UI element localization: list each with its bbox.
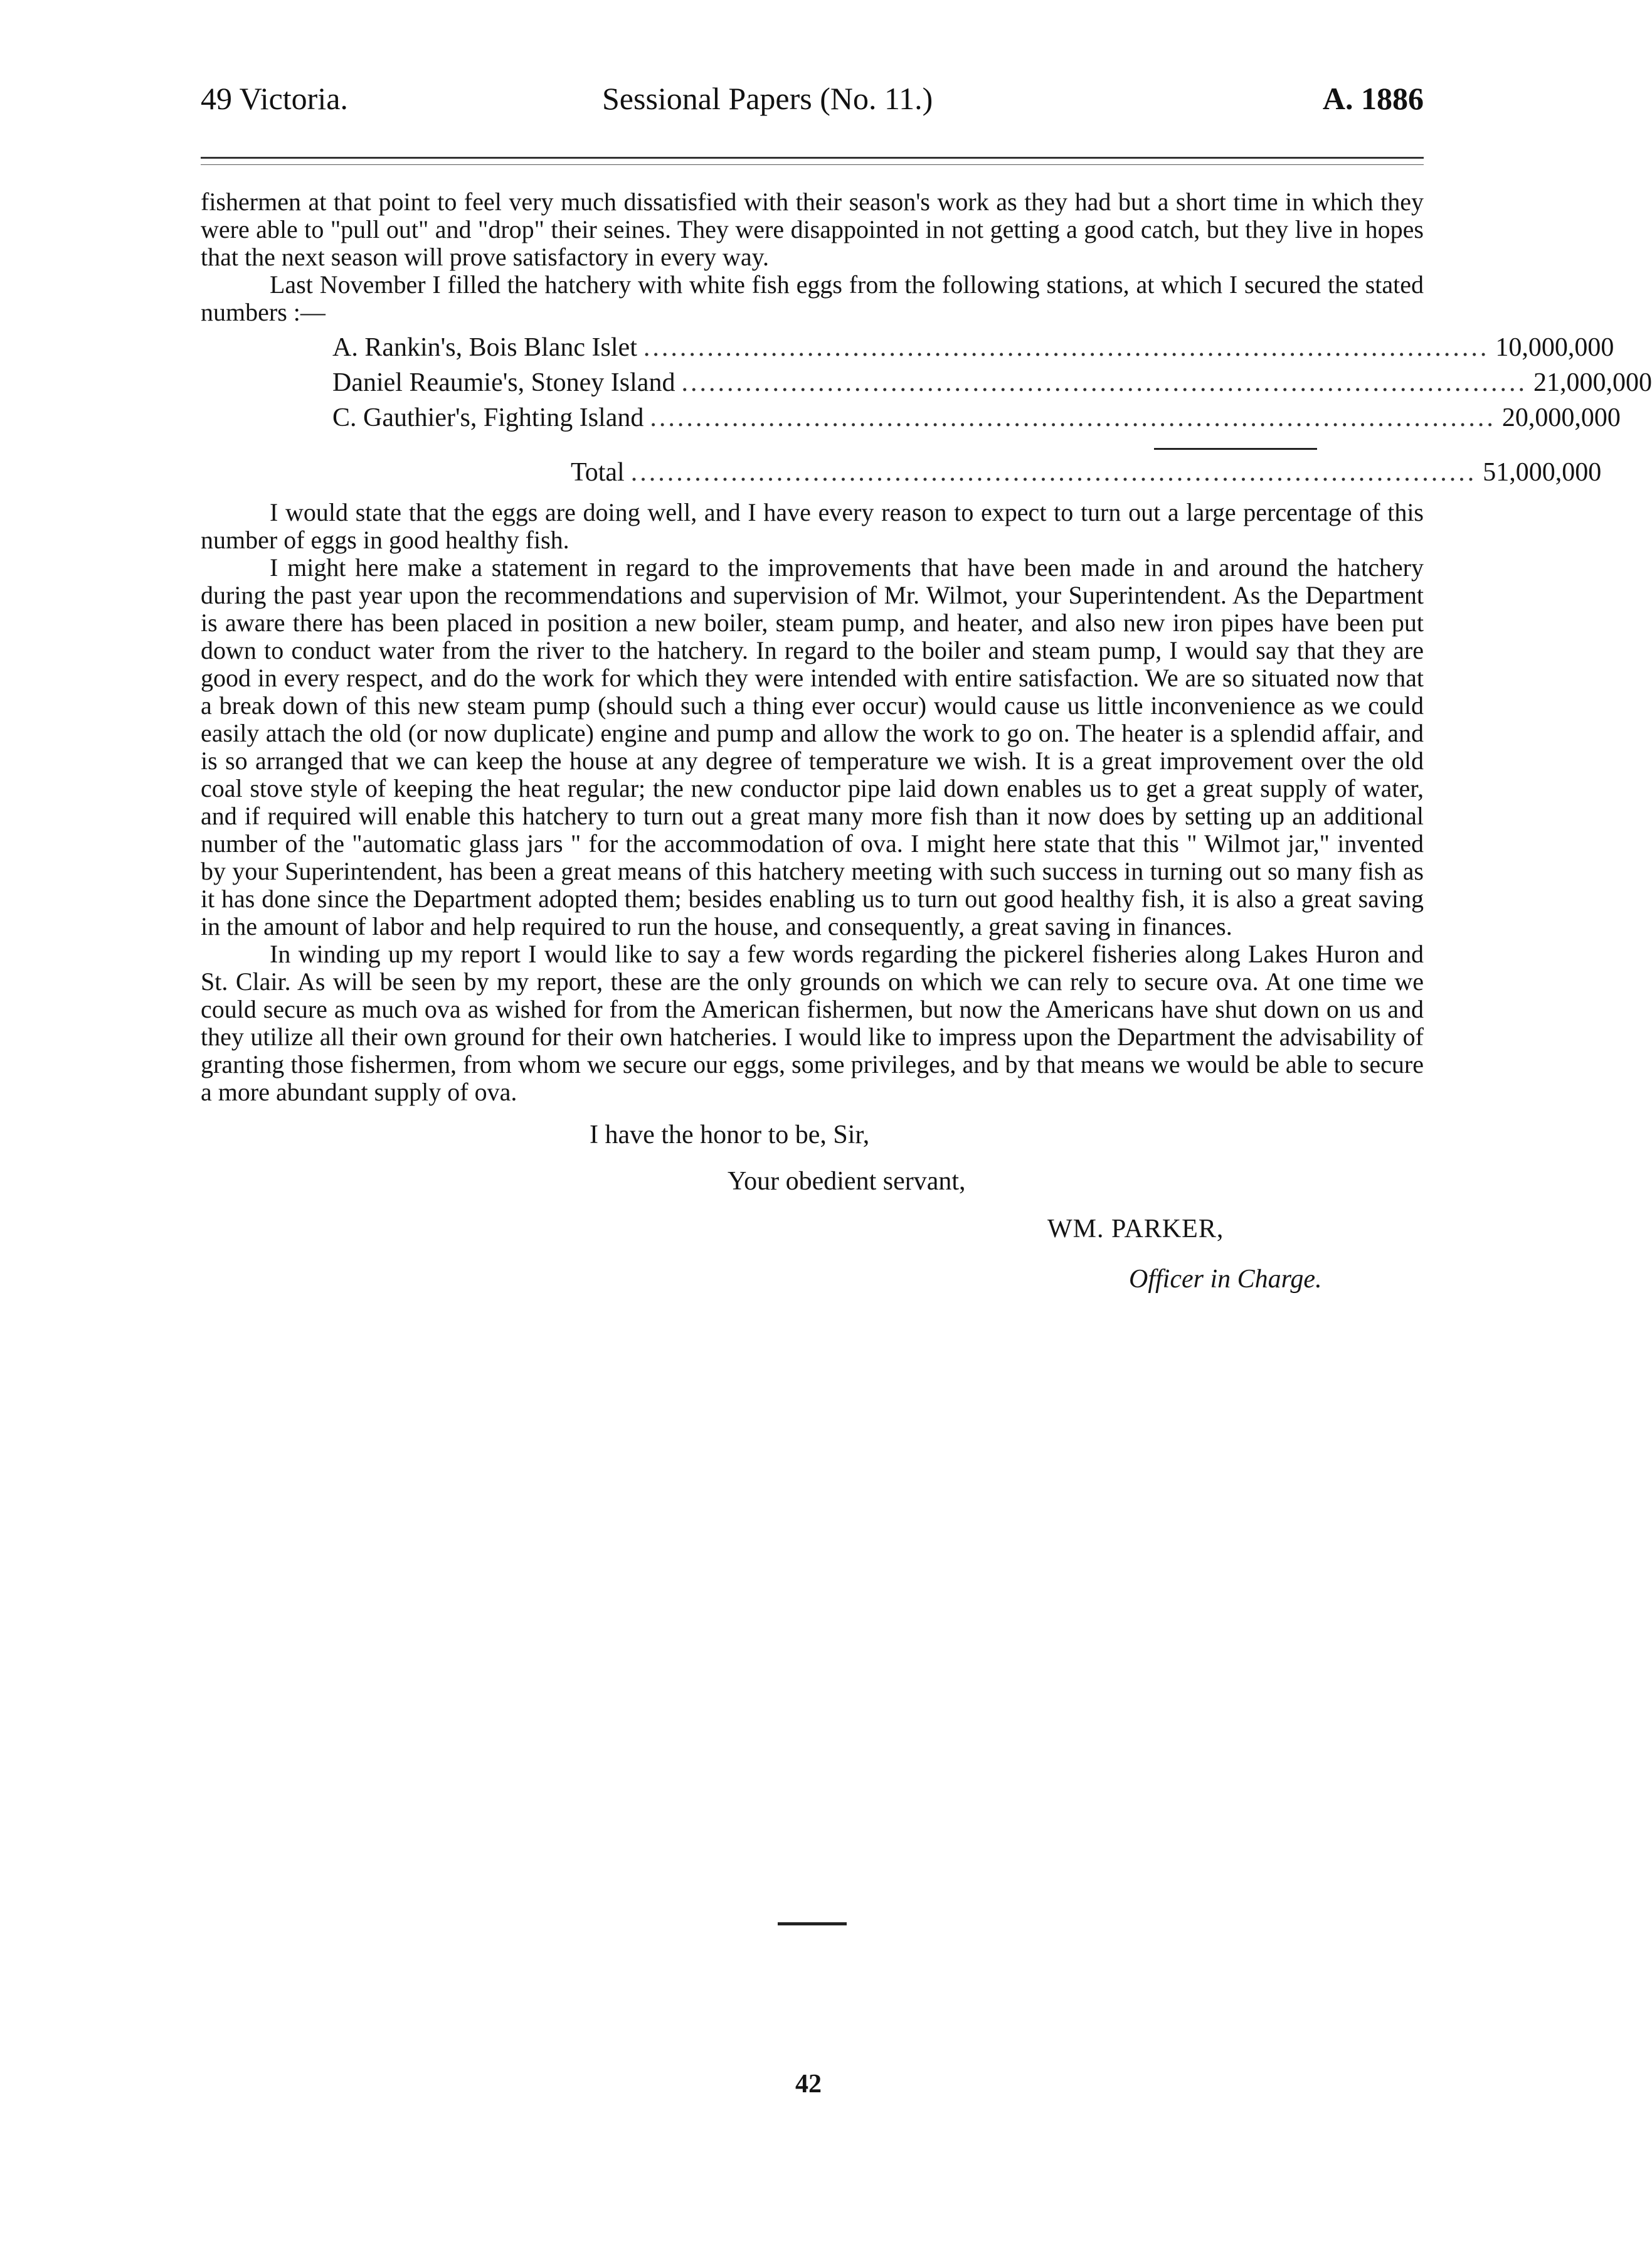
egg-count: 10,000,000 — [1495, 333, 1614, 362]
header-rule — [201, 157, 1424, 159]
letter-closing — [201, 1121, 1424, 1328]
leader-dots: ............................................................................................. — [681, 368, 1527, 397]
report-body — [201, 188, 1652, 1328]
sum-rule — [1154, 448, 1317, 450]
end-rule — [778, 1922, 847, 1925]
station-name: Daniel Reaumie's, Stoney Island — [332, 368, 675, 397]
leader-dots: ............................................................................................. — [643, 333, 1490, 362]
egg-stations-table — [332, 333, 1652, 494]
table-row — [332, 333, 1614, 369]
egg-count: 20,000,000 — [1501, 403, 1621, 432]
table-row — [332, 403, 1621, 439]
closing-honor: I have the honor to be, Sir, — [590, 1120, 870, 1149]
leader-dots: ............................................................................................. — [630, 458, 1477, 487]
station-name: C. Gauthier's, Fighting Island — [332, 403, 644, 432]
signature-name: WM. PARKER, — [1047, 1215, 1224, 1243]
egg-count: 21,000,000 — [1533, 368, 1652, 397]
header-title: Sessional Papers (No. 11.) — [602, 81, 933, 116]
station-name: A. Rankin's, Bois Blanc Islet — [332, 333, 637, 362]
paragraph-stations-intro: Last November I filled the hatchery with white fish eggs from the following stations, at which I secured the stated numbers :— — [201, 270, 1424, 326]
closing-servant: Your obedient servant, — [728, 1167, 966, 1196]
paragraph-eggs: I would state that the eggs are doing well, and I have every reason to expect to turn out a large percentage of this number of eggs in good healthy fish. — [201, 498, 1424, 554]
header-rule-thin — [201, 164, 1424, 165]
page-number: 42 — [795, 2070, 822, 2099]
total-label: Total — [571, 458, 625, 487]
running-header — [201, 80, 1424, 130]
header-volume: 49 Victoria. — [201, 81, 348, 116]
total-value: 51,000,000 — [1483, 458, 1602, 487]
paragraph-continued: fishermen at that point to feel very much dissatisfied with their season's work as they had but a short time in which they were able to "pull out" and "drop" their seines. They were disappointed in not getting a good catch, but they live in hopes that the next season will prove satisfactory in every way. — [201, 188, 1424, 271]
paragraph-improvements: I might here make a statement in regard to the improvements that have been made in and around the hatchery during the past year upon the recommendations and supervision of Mr. Wilmot, your Superintendent. As the Department is aware there has been placed in position a new boiler, steam pump, and heater, and also new iron pipes have been put down to conduct water from the river to the hatchery. In regard to the boiler and steam pump, I would say that they are good in every respect, and do the work for which they were intended with entire satisfaction. We are so situated now that a break down of this new steam pump (should such a thing ever occur) would cause us little inconvenience as we could easily attach the old (or now duplicate) engine and pump and allow the work to go on. The heater is a splendid affair, and is so arranged that we can keep the house at any degree of temperature we wish. It is a great improvement over the old coal stove style of keeping the heat regular; the new conductor pipe laid down enables us to get a great supply of water, and if required will enable this hatchery to turn out a great many more fish than it now does by setting up an additional number of the "automatic glass jars " for the accommodation of ova. I might here state that this " Wilmot jar," invented by your Superintendent, has been a great means of this hatchery meeting with such success in turning out so many fish as it has done since the Department adopted them; besides enabling us to turn out good healthy fish, it is also a great saving in the amount of labor and help required to run the house, and consequently, a great saving in finances. — [201, 553, 1424, 940]
leader-dots: ............................................................................................. — [650, 403, 1496, 432]
signature-title: Officer in Charge. — [1129, 1265, 1322, 1294]
header-year: A. 1886 — [1322, 81, 1424, 116]
table-total-row — [332, 458, 1602, 494]
paragraph-pickerel: In winding up my report I would like to say a few words regarding the pickerel fisheries along Lakes Huron and St. Clair. As will be seen by my report, these are the only grounds on which we can rely to secure ova. At one time we could secure as much ova as wished for from the American fishermen, but now the Americans have shut down on us and they utilize all their own ground for their own hatcheries. I would like to impress upon the Department the advisability of granting those fishermen, from whom we secure our eggs, some privileges, and by that means we would be able to secure a more abundant supply of ova. — [201, 940, 1424, 1106]
table-row — [332, 368, 1652, 404]
